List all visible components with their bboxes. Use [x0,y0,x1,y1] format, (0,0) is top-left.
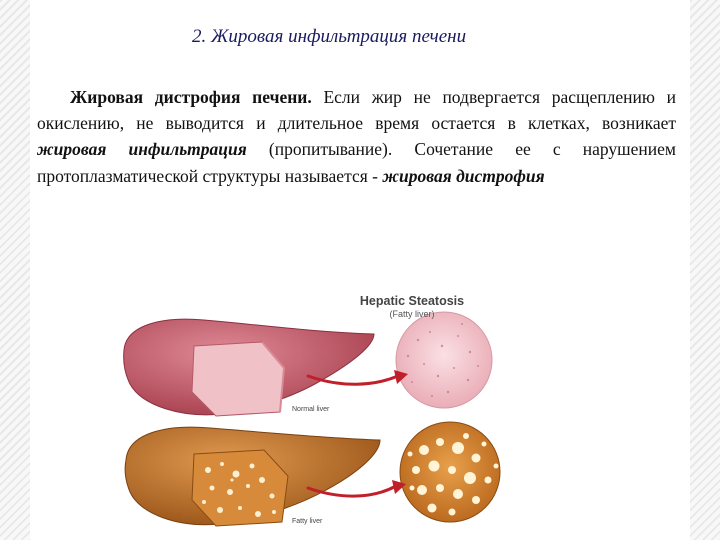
figure-illustration [112,288,622,532]
paragraph-text-1: Если жир не подвергается расщеплению и окислению, не выводится и длительное время остается в клетках, возникает [37,87,676,134]
term-fatty-dystrophy: жировая дистрофия [382,165,545,186]
paragraph-text-2: (пропитывание). Сочетание ее с нарушением протоплазматической структуры называется - [37,139,676,186]
caption-normal-liver: Normal liver [292,406,330,413]
decorative-border-right [690,0,720,540]
caption-fatty-liver: Fatty liver [292,518,323,525]
fatty-tissue-micrograph [400,422,500,522]
slide-title: 2. Жировая инфильтрация печени [192,26,467,47]
hepatic-steatosis-figure [112,288,622,532]
term-fatty-infiltration: жировая инфильтрация [37,139,247,160]
decorative-border-left [0,0,30,540]
figure-title: Hepatic Steatosis [359,294,465,308]
normal-liver-illustration [124,319,374,416]
normal-tissue-micrograph [396,312,492,408]
figure-subtitle: (Fatty liver) [389,309,435,319]
lead-term: Жировая дистрофия печени. [70,87,312,107]
fatty-liver-illustration [125,427,380,526]
body-paragraph [37,84,676,189]
